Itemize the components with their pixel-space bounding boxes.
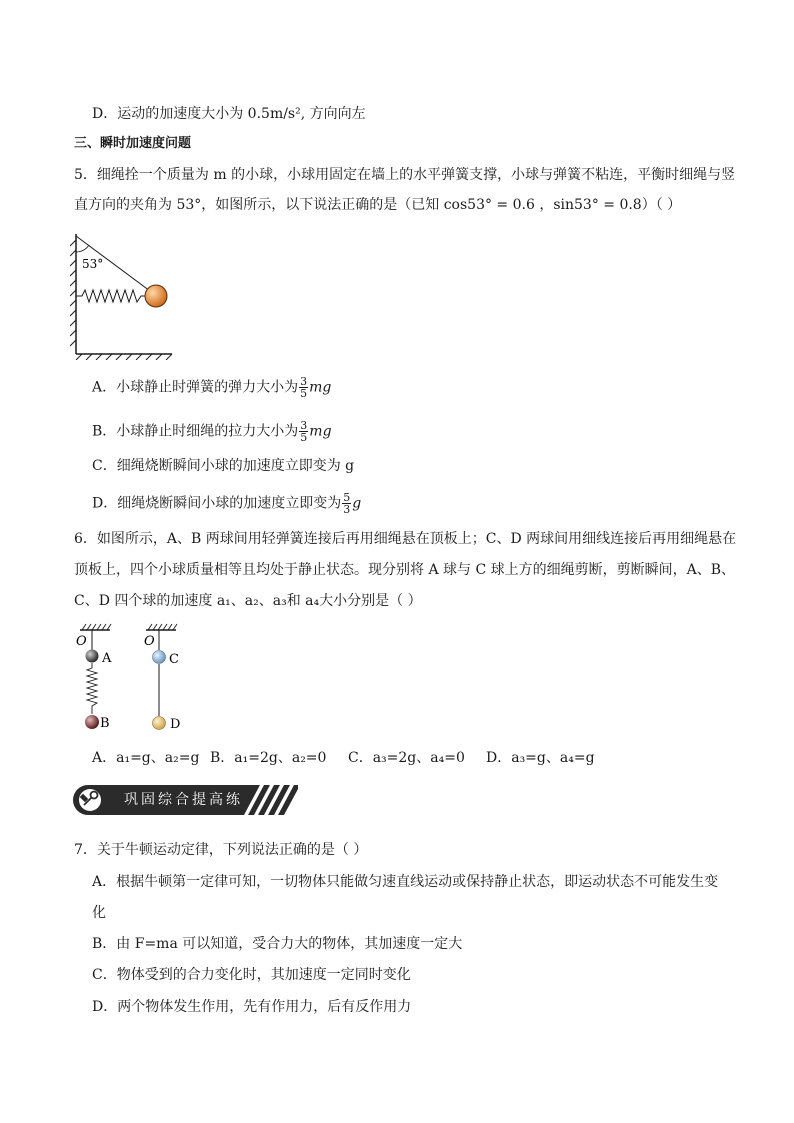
q7-option-d: D．两个物体发生作用，先有作用力，后有反作用力 <box>92 999 412 1015</box>
q7-option-c: C．物体受到的合力变化时，其加速度一定同时变化 <box>92 967 411 983</box>
ball-b <box>85 715 99 729</box>
ball-c <box>153 651 166 664</box>
q4-option-d: D．运动的加速度大小为 0.5m/s², 方向向左 <box>92 106 366 122</box>
ball-d <box>153 717 166 730</box>
spring <box>76 290 146 302</box>
label-b: B <box>100 716 110 731</box>
q5-option-b: B．小球静止时细绳的拉力大小为 $\frac{3}{5}$ mg <box>92 419 332 444</box>
angle-arc <box>76 245 89 252</box>
angle-label: 53° <box>82 257 104 271</box>
q7-option-a-line1: A．根据牛顿第一定律可知，一切物体只能做匀速直线运动或保持静止状态，即运动状态不可能发生变 <box>92 874 719 890</box>
q6-stem-line2: 顶板上，四个小球质量相等且均处于静止状态。现分别将 A 球与 C 球上方的细绳剪断，剪断瞬间，A、B、 <box>74 562 736 578</box>
label-d: D <box>170 717 181 732</box>
q6-figure <box>72 622 202 737</box>
q6-stem-line3: C、D 四个球的加速度 a₁、a₂、a₃和 a₄大小分别是（ ） <box>74 593 422 609</box>
q6-option-c: C．a₃=2g、a₄=0 <box>348 750 465 766</box>
ball <box>145 285 167 307</box>
label-o2: O <box>144 634 155 649</box>
q5-stem-line2: 直方向的夹角为 53°，如图所示，以下说法正确的是（已知 cos53° = 0.6 ，sin53° = 0.8）（ ） <box>74 197 682 213</box>
q6-stem-line1: 6．如图所示，A、B 两球间用轻弹簧连接后再用细绳悬在顶板上；C、D 两球间用细线连接后再用细绳悬在 <box>74 531 737 547</box>
q5-option-c: C．细绳烧断瞬间小球的加速度立即变为 g <box>92 458 355 474</box>
q5-option-d: D．细绳烧断瞬间小球的加速度立即变为 $\frac{5}{3}$ g <box>92 491 362 516</box>
banner-label: 巩固综合提高练 <box>124 792 243 808</box>
q7-stem: 7．关于牛顿运动定律，下列说法正确的是（ ） <box>74 842 368 858</box>
q6-option-b: B．a₁=2g、a₂=0 <box>210 750 327 766</box>
floor-hatch <box>76 354 172 360</box>
q6-option-d: D．a₃=g、a₄=g <box>486 750 595 766</box>
spring-ab <box>87 663 97 714</box>
q6-option-a: A．a₁=g、a₂=g <box>92 750 200 766</box>
label-c: C <box>169 652 179 667</box>
q7-option-b: B．由 F=ma 可以知道，受合力大的物体，其加速度一定大 <box>92 936 463 952</box>
q7-option-a-line2: 化 <box>92 905 106 921</box>
wall-hatch <box>70 240 76 346</box>
label-o1: O <box>76 634 87 649</box>
q5-stem-line1: 5．细绳拴一个质量为 m 的小球，小球用固定在墙上的水平弹簧支撑，小球与弹簧不粘连，平衡时细绳与竖 <box>74 167 736 183</box>
section-title: 三、瞬时加速度问题 <box>74 136 192 151</box>
q5-figure <box>70 230 190 360</box>
q5-option-a: A．小球静止时弹簧的弹力大小为 $\frac{3}{5}$ mg <box>92 375 332 400</box>
ball-a <box>86 650 99 663</box>
label-a: A <box>102 651 112 666</box>
